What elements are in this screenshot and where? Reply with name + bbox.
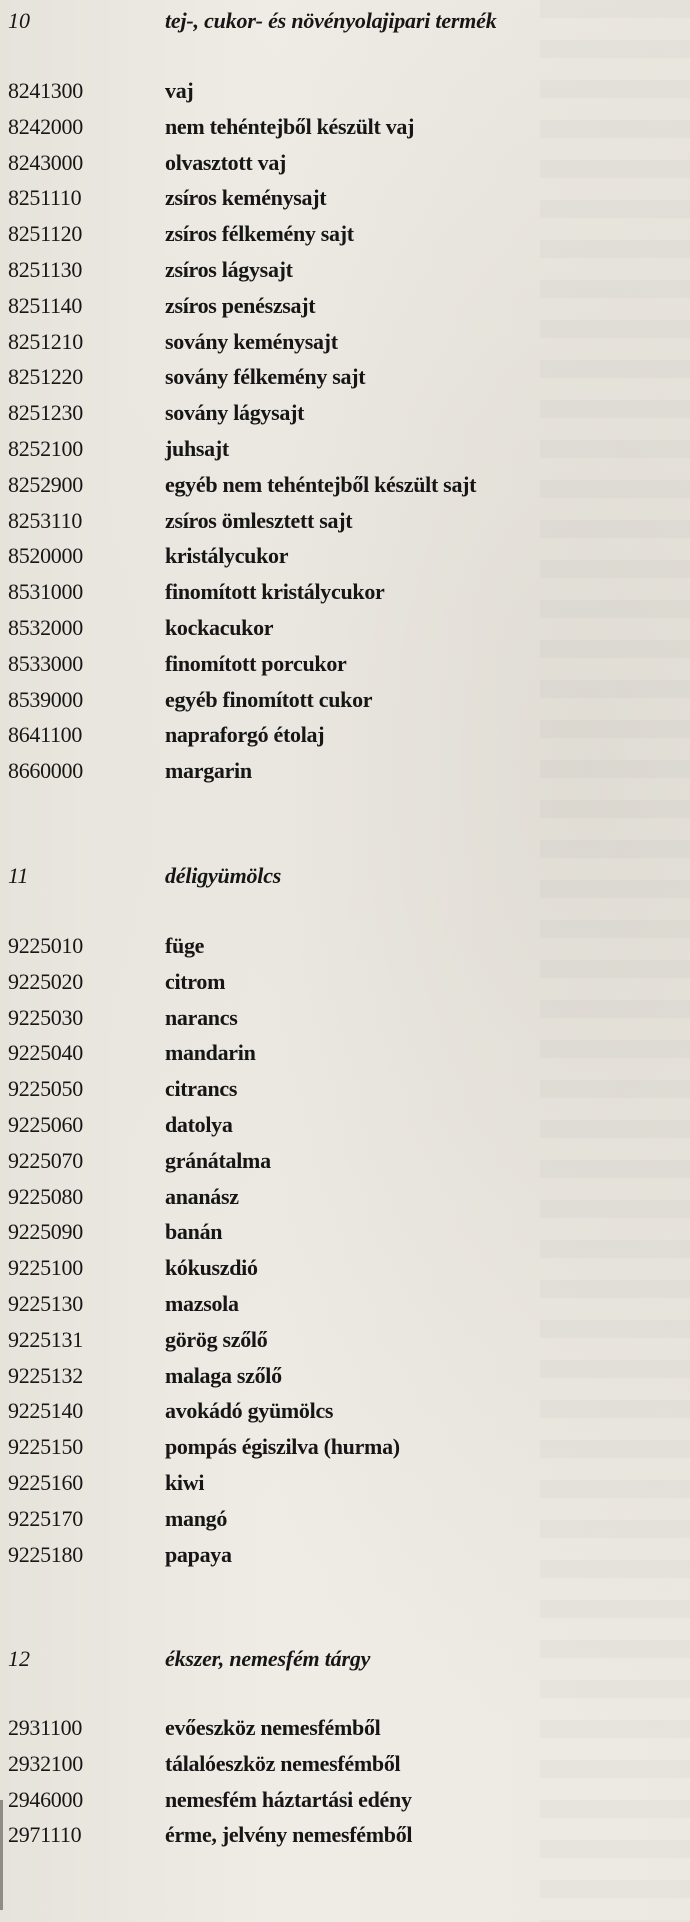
item-name: finomított porcukor (165, 650, 347, 676)
item-name: avokádó gyümölcs (165, 1398, 334, 1424)
list-item (0, 1465, 690, 1501)
list-item (0, 682, 690, 718)
item-code: 9225080 (8, 1183, 83, 1209)
section-header (0, 855, 690, 895)
item-name: finomított kristálycukor (165, 579, 385, 605)
list-item (0, 1250, 690, 1286)
item-code: 2931100 (8, 1715, 83, 1740)
item-name: sovány lágysajt (165, 400, 305, 426)
list-item (0, 1143, 690, 1179)
list-item (0, 145, 690, 181)
list-item (0, 180, 690, 216)
item-name: egyéb nem tehéntejből készült sajt (165, 471, 477, 497)
section-title: tej-, cukor- és növényolajipari termék (165, 8, 497, 33)
item-code: 8251130 (8, 256, 83, 282)
list-item (0, 1179, 690, 1215)
section-10 (0, 0, 690, 784)
item-name: kiwi (165, 1469, 205, 1495)
item-name: sovány félkemény sajt (165, 364, 366, 390)
item-code: 2946000 (8, 1786, 83, 1812)
item-name: görög szőlő (165, 1326, 268, 1352)
item-name: citrancs (165, 1076, 238, 1102)
item-code: 8241300 (8, 78, 83, 103)
item-name: nem tehéntejből készült vaj (165, 113, 415, 139)
item-code: 9225040 (8, 1040, 83, 1066)
list-item (0, 359, 690, 395)
list-item (0, 1000, 690, 1036)
item-name: pompás égiszilva (hurma) (165, 1434, 400, 1460)
item-name: kockacukor (165, 614, 274, 640)
list-item (0, 1035, 690, 1071)
item-name: gránátalma (165, 1147, 271, 1173)
item-code: 8660000 (8, 758, 83, 784)
item-code: 8531000 (8, 579, 83, 605)
list-item (0, 216, 690, 252)
list-item (0, 538, 690, 574)
item-name: zsíros félkemény sajt (165, 221, 354, 247)
item-code: 2932100 (8, 1750, 83, 1776)
item-name: citrom (165, 968, 226, 994)
section-12 (0, 1638, 690, 1848)
section-title: déligyümölcs (165, 863, 282, 888)
item-name: kókuszdió (165, 1255, 258, 1281)
item-code: 8251140 (8, 292, 83, 318)
list-item (0, 431, 690, 467)
item-name: papaya (165, 1541, 232, 1567)
item-code: 9225132 (8, 1362, 83, 1388)
item-code: 8520000 (8, 543, 83, 569)
list-item (0, 288, 690, 324)
item-name: tálalóeszköz nemesfémből (165, 1750, 401, 1776)
item-list (0, 73, 690, 789)
list-item (0, 1429, 690, 1465)
item-code: 8251110 (8, 185, 82, 211)
item-name: ananász (165, 1183, 239, 1209)
item-name: sovány keménysajt (165, 328, 338, 354)
item-code: 9225100 (8, 1255, 83, 1281)
list-item (0, 574, 690, 610)
section-11 (0, 855, 690, 1567)
item-code: 8532000 (8, 614, 83, 640)
item-name: narancs (165, 1004, 238, 1030)
list-item (0, 1393, 690, 1429)
item-name: mandarin (165, 1040, 256, 1066)
item-code: 8251120 (8, 221, 83, 247)
item-code: 8251220 (8, 364, 83, 390)
item-name: vaj (165, 78, 194, 103)
item-code: 9225060 (8, 1111, 83, 1137)
item-code: 9225020 (8, 968, 83, 994)
section-title: ékszer, nemesfém tárgy (165, 1646, 371, 1671)
list-item (0, 1071, 690, 1107)
list-item (0, 73, 690, 109)
item-name: zsíros penészsajt (165, 292, 316, 318)
item-name: datolya (165, 1111, 233, 1137)
item-name: olvasztott vaj (165, 149, 287, 175)
list-item (0, 1107, 690, 1143)
list-item (0, 717, 690, 753)
item-name: malaga szőlő (165, 1362, 282, 1388)
item-code: 8242000 (8, 113, 83, 139)
item-list (0, 1710, 690, 1853)
item-name: banán (165, 1219, 223, 1245)
item-name: kristálycukor (165, 543, 289, 569)
section-header (0, 0, 690, 40)
item-code: 8252100 (8, 435, 83, 461)
list-item (0, 1286, 690, 1322)
list-item (0, 1322, 690, 1358)
item-name: zsíros lágysajt (165, 256, 293, 282)
list-item (0, 1537, 690, 1573)
list-item (0, 1214, 690, 1250)
list-item (0, 610, 690, 646)
item-name: nemesfém háztartási edény (165, 1786, 412, 1812)
list-item (0, 1746, 690, 1782)
item-code: 8641100 (8, 722, 83, 748)
item-code: 9225010 (8, 933, 83, 958)
list-item (0, 646, 690, 682)
item-name: zsíros keménysajt (165, 185, 327, 211)
item-name: mazsola (165, 1290, 239, 1316)
item-name: füge (165, 933, 205, 958)
list-item (0, 1358, 690, 1394)
item-list (0, 928, 690, 1572)
item-code: 8251210 (8, 328, 83, 354)
item-code: 9225130 (8, 1290, 83, 1316)
item-name: zsíros ömlesztett sajt (165, 507, 353, 533)
section-header (0, 1638, 690, 1678)
item-code: 9225170 (8, 1505, 83, 1531)
section-number: 12 (8, 1646, 30, 1671)
list-item (0, 109, 690, 145)
item-code: 9225070 (8, 1147, 83, 1173)
list-item (0, 503, 690, 539)
list-item (0, 928, 690, 964)
item-code: 9225030 (8, 1004, 83, 1030)
item-name: evőeszköz nemesfémből (165, 1715, 381, 1740)
item-code: 9225180 (8, 1541, 83, 1567)
item-code: 8533000 (8, 650, 83, 676)
item-name: egyéb finomított cukor (165, 686, 373, 712)
list-item (0, 1501, 690, 1537)
item-name: mangó (165, 1505, 228, 1531)
list-item (0, 395, 690, 431)
item-code: 9225131 (8, 1326, 83, 1352)
list-item (0, 964, 690, 1000)
list-item (0, 1710, 690, 1746)
item-code: 8251230 (8, 400, 83, 426)
list-item (0, 252, 690, 288)
item-name: napraforgó étolaj (165, 722, 325, 748)
item-code: 9225090 (8, 1219, 83, 1245)
item-code: 8539000 (8, 686, 83, 712)
list-item (0, 753, 690, 789)
item-code: 9225050 (8, 1076, 83, 1102)
section-number: 10 (8, 8, 30, 33)
section-number: 11 (8, 863, 29, 888)
item-name: juhsajt (165, 435, 229, 461)
item-code: 8252900 (8, 471, 83, 497)
list-item (0, 1817, 690, 1853)
item-code: 2971110 (8, 1822, 82, 1848)
item-name: érme, jelvény nemesfémből (165, 1822, 413, 1848)
list-item (0, 1782, 690, 1818)
item-code: 8243000 (8, 149, 83, 175)
item-name: margarin (165, 758, 252, 784)
list-item (0, 324, 690, 360)
item-code: 9225150 (8, 1434, 83, 1460)
item-code: 9225160 (8, 1469, 83, 1495)
item-code: 8253110 (8, 507, 83, 533)
list-item (0, 467, 690, 503)
item-code: 9225140 (8, 1398, 83, 1424)
